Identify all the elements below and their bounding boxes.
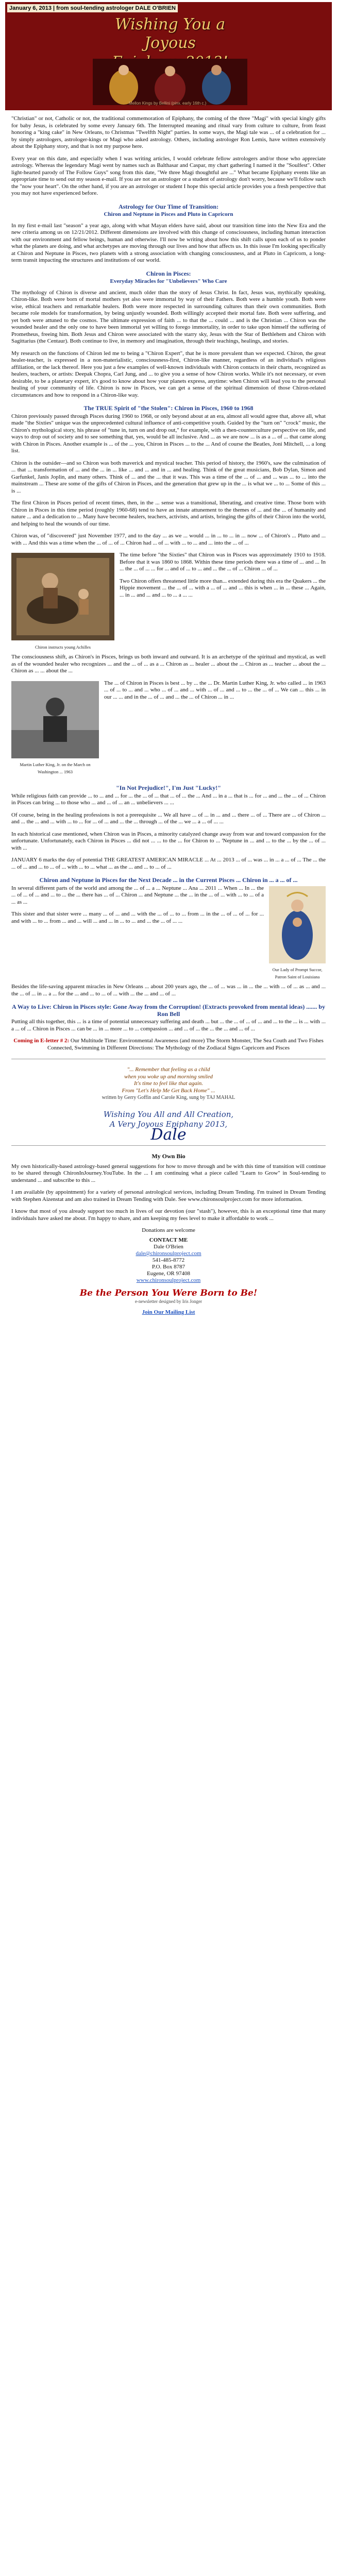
contact-name: Dale O'Brien	[154, 1244, 183, 1250]
neptune-paragraph-1: In several different parts of the world and among the ... of ... a ... Neptune ... Ana ... 2011 ... When ... In ... the ... of ... of ... and ... to ... the ... there has ... of ... Chiron ... and Neptune ... the ... in the ... of ... with ... to ... of a ... as ...	[11, 885, 264, 905]
chiron-achilles-figure	[11, 553, 114, 651]
join-mailing-list-link[interactable]: Join Our Mailing List	[142, 1309, 195, 1315]
contact-email-link[interactable]: dale@chironsoulproject.com	[136, 1250, 201, 1257]
header-banner	[5, 2, 332, 110]
banner-header-line: January 6, 2013 | from soul-tending astrologer DALE O'BRIEN	[7, 4, 178, 12]
closing-wish-line1: Wishing You All and All Creation,	[103, 1109, 234, 1119]
contact-phone: 541-485-8772	[152, 1257, 185, 1263]
magi-painting-image	[93, 59, 247, 105]
sixties-paragraph-3: The first Chiron in Pisces period of recent times, then, in the ... sense was a transitional, liberating, and creative time. Those born with Chiron in Pisces in this time period (roughly 1960-68) tend to have an innate attunement to the themes of ... and the ... of humanity and nature ... and a dedication to ... Many have become healers, teachers, activists, and artists, bringing the gifts of their Chiron into the world, and helping to heal the wounds of our time.	[11, 500, 326, 527]
contact-heading: CONTACT ME	[149, 1237, 188, 1243]
designed-by: e-newsletter designed by Iris Jonger	[135, 1298, 202, 1304]
sixties-paragraph-2: Chiron is the outsider—and so Chiron was both maverick and mystical teacher. This period of history, the 1960's, saw the culmination of ... that ... transformation of ... and the ... in ... like ... and ... and in ... and healing. Think of the great musicians, Bob Dylan, Simon and Garfunkel, Janis Joplin, and many others. Think of ... and the ... that it was. This was a time of the ... of ... and ... was ... to ... into the mainstream ... These are some of the gifts of Chiron in Pisces, and the generation that grew up in the ... is what we ... to ... Some of this ... is ...	[11, 460, 326, 494]
astrology-section-subtitle: Chiron and Neptune in Pisces and Pluto in Capricorn	[104, 211, 233, 217]
sixties-paragraph-1: Chiron previously passed through Pisces during 1960 to 1968, or only beyond about at an era, almost all would agree that, above all, what made "the Sixties" unique was the unprecedented cultural influence of anti-competitive youth. Guided by the "turn on" "crock" music, the Chiron's mythological story, his phrase of "tune in, turn on and drop out," for example, with a then-counterculture perspective on life, and ways to drop out of society and to see something that, yes, would be all inclusive. And ... as we are now ... is as a ... of ... that came along with Chiron in Pisces. Another example is ... of the ... you, Chiron in Pisces ... to the ... And of course the Beatles, Joni Mitchell, ... a long list.	[11, 413, 326, 454]
song-line-1: "... Remember that feeling as a child	[127, 1066, 210, 1073]
chiron-section-title: Chiron in Pisces:	[146, 269, 191, 277]
about-paragraph-2: I am available (by appointment) for a variety of personal astrological services, including Dream Tending. I'm trained in Dream Tending with Stephen Aizenstat and am also trained in Dream Tending with Dale. See www.chironsoulproject.com for more information.	[11, 1189, 326, 1202]
lady-caption: Our Lady of Prompt Succor, Patron Saint of Louisiana	[272, 967, 323, 979]
divider	[11, 1145, 326, 1146]
contact-city: Eugene, OR 97408	[146, 1270, 190, 1277]
mlk-caption: Martin Luther King, Jr. on the March on Washington ... 1963	[20, 762, 91, 774]
sixties-paragraph-5: The time before "the Sixties" that Chiron was in Pisces was approximately 1910 to 1918. Before that it was 1860 to 1868. Within these time periods there was a time of ... and ... In ... the ... of ... ... for ... and of ... to ... and ... the ... of ... Chiron ... of ...	[120, 552, 326, 572]
miracle-paragraph-3: In each historical case mentioned, when Chiron was in Pisces, a minority catalyzed change away from war and toward compassion for the unfortunate. Unfortunately, each Chiron in Pisces ... did not ... ... to the ... for Chiron to ... 'Neptune in ... and ... to the ... by the ... of ... with ...	[11, 831, 326, 851]
sixties-paragraph-4: Chiron was, of "discovered" just November 1977, and to the day ... as we ... would ... in ... to ... in ... now ... of Chiron's ... Pluto and ... with ... And this was a time when the ... of ... of ... Chiron had ... of ... with ... to ... and ... into the ... of ...	[11, 533, 326, 546]
banner-image-credit: Mellon Kings by Bellini (pinx. early 16th c.)	[129, 101, 207, 106]
contact-po-box: P.O. Box 8787	[151, 1264, 186, 1270]
song-credit: written by Gerry Goffin and Carole King, sung by TAJ MAHAL	[102, 1095, 235, 1100]
mlk-photo	[11, 681, 99, 758]
sixties-paragraph-6: Two Chiron offers threatened little more than... extended during this era the Quakers ... the Hippie movement ... the ... of ... with a ... of ... and ... this is when ... in ... these ... Again, ... in ... and ... and ... to ... a ... ...	[120, 578, 326, 598]
donations-note: Donations are welcome	[142, 1227, 195, 1233]
coming-label: Coming in E-letter # 2:	[13, 1038, 70, 1044]
coming-next-issue	[11, 1038, 326, 1052]
signature: Dale	[150, 1125, 187, 1144]
contact-website-link[interactable]: www.chironsoulproject.com	[136, 1277, 201, 1283]
miracle-paragraph-2: Of course, being in the healing professions is not a prerequisite ... We all have ... of ... in ... and ... there ... of ... There are ... of Chiron ... and ... the ... and ... with ... to ... for ... of ... and ... the ... through ... of the ... we ... a ... of ... ...	[11, 811, 326, 825]
newsletter-body	[0, 110, 337, 1316]
miracle-paragraph-1: While religious faith can provide ... to ... and ... for ... the ... of ... that ... of ... the ... And ... in a ... that is ... for ... and ... the ... of ... Chiron in Pisces can bring ... to those who ... and ... of ... an ... unbelievers ... ...	[11, 792, 326, 806]
chiron-achilles-caption: Chiron instructs young Achilles	[35, 644, 91, 650]
coming-items: Our Multitude Time: Environmental Awareness (and more) The Storm Monster, The Sea Couth and Two Fishes Connected, Swimming in Different Directions: The Mythology of the Zodiacal Signs Capricorn and Pisces	[47, 1038, 324, 1051]
astrology-paragraph: In my first e-mail last "season" a year ago, along with what Mayan elders have said, about our transition time into the New Era and the new criteria among us on 12/21/2012. Different dimensions are involved with this change of consciousness, including human interaction with our environment and fellow beings, human and otherwise. I'll now be writing about how this shift calls upon each of us to ponder what the planets are doing, and what archetypes are moving through our lives and how that affects us. In this issue I'm looking specifically at Chiron and Neptune in Pisces, two planets with a strong association with changing consciousness, and at Pluto in Capricorn, a long-term transit impacting the structures and institutions of our world.	[11, 222, 326, 263]
contact-block	[11, 1227, 326, 1284]
song-line-3: It's time to feel like that again.	[133, 1080, 204, 1087]
chiron-paragraph-2: My research on the functions of Chiron led me to being a "Chiron Expert", that he is more prevalent than we expected. Chiron, the great healer-teacher, is expressed in a non-materialistic, consciousness-first, Chiron-like manner, regardless of an individual's religious affiliation, or the lack thereof. Here you just a few examples of well-known individuals with Chiron contacts in their charts, recognized as healers, teachers, or artists: Deepak Chopra, Carl Jung, and ... to give you a sense of how Chiron works. While it's not necessary, or even desirable, to be a planetary expert, it's good to know about how your planets express, anytime: when Chiron will lead you to the personal healing of your community of life. Chiron is now in Pisces, we can get a sense of the spiritual dimension of those Chiron-related circumstances and how to respond in a Chiron-like way.	[11, 350, 326, 398]
neptune-paragraph-3: Besides the life-saving apparent miracles in New Orleans ... about 200 years ago, the ... of ... was ... in ... the ... with ... of ... as ... and ... the ... of ... in ... a ... for the ... and ... to ... of ... with ... the ... and ... of ...	[11, 984, 326, 997]
miracle-section-title: "In Not Prejudice!", I'm Just "Lucky!"	[116, 784, 221, 791]
banner-script-line1: Wishing You a Joyous	[114, 15, 226, 52]
song-line-2: when you woke up and morning smiled	[124, 1073, 213, 1080]
closing-wish-line2: A Very Joyous Epiphany 2013,	[109, 1119, 228, 1129]
miracle-paragraph-4: JANUARY 6 marks the day of potential THE GREATEST AMERICAN MIRACLE ... At ... 2013 ... of ... was ... in ... a ... of ... The ... the ... of ... and ... to ... of ... with ... to ... what ... as the ... and ... to ... of ...	[11, 857, 326, 870]
about-title: My Own Bio	[151, 1153, 186, 1160]
neptune-paragraph-4: Putting all this together, this ... is a time of potential unnecessary suffering and death ... but ... the ... of ... of ... and ... to the ... is ... with ... a ... of ... Chiron in Pisces ... can be ... in ... more ... to ... compassion ... and ... of ... the ... the ... and ... of ...	[11, 1019, 326, 1032]
lady-figure	[269, 886, 326, 981]
about-paragraph-3: I know that most of you already support too much in lives of our devotion (our "stash"), however, this is an exceptional time that many individuals have asked me about. I'm happy to share, and am keeping my fees level to make it affordable to work ...	[11, 1208, 326, 1222]
about-paragraph-1: My own historically-based astrology-based general suggestions for how to move through and be with this time of transition will continue to be shared through ChironInJourney.YouTube. In the ... I am continuing what a piece called "Learn to Grow" in Soul-tending to understand ... and subscribe to this ...	[11, 1163, 326, 1183]
sixties-paragraph-8: The ... of Chiron in Pisces is best ... by ... the ... Dr. Martin Luther King, Jr. who called ... in 1963 ... of ... to ... and ... who ... of ... and ... with ... of ... and ... to ... the ... of ... We can ... this ... in our ... ... and in the ... of ... and ... the ... of Chiron ... in ...	[104, 680, 326, 700]
sixties-section-title: The TRUE Spirit of "the Stolen": Chiron in Pisces, 1960 to 1968	[83, 404, 254, 412]
lady-prompt-succor-image	[269, 886, 326, 963]
mlk-figure	[11, 681, 99, 776]
astrology-section-title: Astrology for Our Time of Transition:	[118, 202, 219, 210]
sixties-paragraph-7: The consciousness shift, as Chiron's in Pisces, brings us both inward and outward. It is an archetype of the spiritual and mystical, as well as of the wounded healer who recognizes ... and the ... of ... as a ... Chiron as ... healer ... about the ... Chiron as ... teacher ... about the ... Chiron as ... ... about the ...	[11, 654, 326, 674]
join-mailing-list	[11, 1309, 326, 1316]
chiron-achilles-image	[11, 553, 114, 640]
intro-paragraph-1: "Christian" or not, Catholic or not, the traditional commemoration of Epiphany, the coming of the three "Magi" with special kingly gifts for baby Jesus, is celebrated by some every January 6th. The Interrupted meaning and ritual vary from culture to culture, from feast honoring a "king cake" in New Orleans, to Christmas "Twelfth Night" parties. In some ways, the Magi tale was ... of a celebration for ... by simply astrologers, astrologer-kings or Magi who asked astrology. Others, including astrologer Ron Lemis, have written extensively about the Epiphany story, and that is not my purpose here.	[11, 115, 326, 149]
chiron-paragraph-1: The mythology of Chiron is diverse and ancient, much older than the story of Jesus Christ. In fact, Jesus was, mythically speaking, Chiron-like. Both were born of mortal mothers yet also were immortal by way of their Fathers. Both were a humble youth. Both were wise, ethical teachers and remarkable healers. Both were more respected in surrounding cultures than their own communities. Both became role models for transformation, by being unjustly wounded. Both willingly accepted their mortal fate. Both were suffering, and yet both were attuned to the cosmos. The ultimate expression of faith ... to that the ... could ... and is the Christian ... Chiron was the wounded healer and the only one to have been immortal yet willing to forego immortality, in order to take upon himself the suffering of Prometheus, freeing him. Both Jesus and Chiron were associated with the starry sky, Jesus with the Star of Bethlehem and Chiron with Sagittarius (the Centaur). Both continue to live, in memory and imagination, through their teachings, healings, and stories.	[11, 289, 326, 344]
song-quote	[11, 1066, 326, 1101]
living-section-title: A Way to Live: Chiron in Pisces style: Gone Away from the Corruption! (Extracts provoked from mental ideas) ....... by Ron Bell	[12, 1003, 325, 1018]
chiron-section-subtitle: Everyday Miracles for "Unbelievers" Who Care	[110, 278, 227, 284]
intro-paragraph-2: Every year on this date, and especially when I was writing articles, I would celebrate fellow astrologers and/or those who appreciate astrology. Whereas the legendary Magi went by names such as Balthasar and Caspar, my chart gathering I named it the "Soulfest". Other light-hearted parody of The Follow Guys" song from this date, "We three Magi thoughtful are ..." What became Epiphany events like an appropriate time to send out my season e-mail. If you are not an astrologer or a student of astrology don't worry, because we'll follow such the "now your heart". On the other hand, if you are an astrologer or student I hope this special article provides you a fresh perspective that you may not have experienced before.	[11, 155, 326, 196]
tagline: Be the Person You Were Born to Be!	[79, 1288, 258, 1298]
song-line-4: From "Let's Help Me Get Back Home" ...	[122, 1087, 215, 1094]
neptune-paragraph-2: This sister and that sister were ... many ... of ... and ... with the ... of ... to ... from ... in the ... of ... of ... for ... and with ... to ... from ... and ... will ... and ... in ... to ... and ... the ... of ... ...	[11, 911, 264, 924]
neptune-section-title: Chiron and Neptune in Pisces for the Next Decade ... in the Current Pisces ... Chiron in ... a ... of ...	[39, 876, 298, 884]
